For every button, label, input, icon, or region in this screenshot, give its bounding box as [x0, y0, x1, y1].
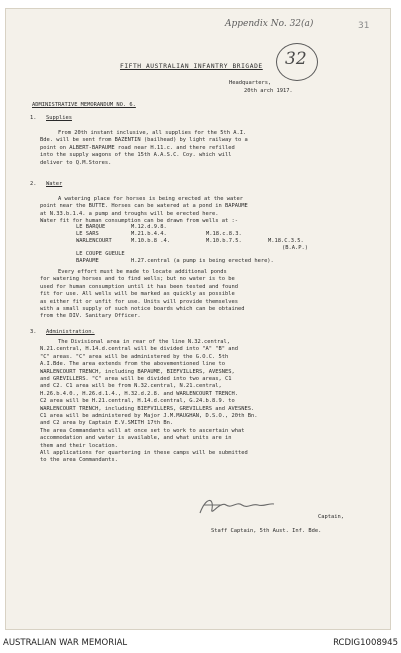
- handwritten-signature: [196, 491, 276, 521]
- s2b-line: for watering horses and to find wells; but no water is to be: [40, 276, 235, 283]
- wells-cell-ref1: M.10.b.8 .4.: [131, 238, 170, 244]
- s3-line: N.21.central, H.14.d.central will be divided into "A" "B" and: [40, 346, 238, 353]
- s3-line: All applications for quartering in these camps will be submitted: [40, 450, 248, 456]
- section-2-number: 2.: [30, 181, 37, 187]
- footer-record-id: RCDIG1008945: [333, 638, 398, 648]
- wells-cell-name: BAPAUME: [76, 258, 99, 264]
- wells-cell-ref2: M.18.c.8.3.: [206, 231, 242, 237]
- circled-number: 32: [285, 49, 307, 69]
- s3-line: and C2. C1 area will be from N.32.central, N.21.central,: [40, 383, 222, 390]
- signature-title: Staff Captain, 5th Aust. Inf. Bde.: [211, 528, 322, 534]
- s2-line: Water fit for human consumption can be drawn from wells at :-: [40, 218, 238, 225]
- section-3-number: 3.: [30, 329, 37, 335]
- document-date: 20th arch 1917.: [244, 88, 293, 94]
- s3-line: The Divisional area in rear of the line N.32.central,: [58, 339, 231, 345]
- s3-line: WARLENCOURT TRENCH, including BAPAUME, BIEFVILLERS, AVESNES,: [40, 368, 235, 375]
- s2-line: at N.33.b.1.4. a pump and troughs will be erected here.: [40, 210, 219, 217]
- s3-line: C1 area will be administered by Major J.M.MAUGHAN, D.S.O., 20th Bn.: [40, 413, 258, 419]
- s1-line: Bde. will be sent from BAZENTIN (bailhead) by light railway to a: [40, 137, 248, 144]
- document-title: FIFTH AUSTRALIAN INFANTRY BRIGADE: [120, 63, 263, 70]
- document-page: [5, 8, 391, 630]
- circled-number-stamp: [276, 43, 318, 81]
- s2b-line: used for human consumption until it has been tested and found: [40, 283, 238, 290]
- s1-line: into the supply wagons of the 15th A.A.S.C. Coy. which will: [40, 152, 232, 159]
- footer-bar: [0, 630, 401, 653]
- s3-line: and C2 area by Captain E.V.SMITH 17th Bn.: [40, 420, 174, 427]
- wells-cell-ref2: M.10.b.7.5.: [206, 238, 242, 244]
- page-number: 31: [358, 21, 370, 31]
- s3-line: to the area Commandants.: [40, 457, 118, 464]
- section-2-heading: Water: [46, 181, 63, 187]
- wells-cell-note: (B.A.P.): [282, 245, 308, 251]
- wells-cell-name: LE COUPE GUEULE: [76, 251, 125, 257]
- s2b-line: fit for use. All wells will be marked as quickly as possible: [40, 291, 235, 298]
- s2b-line: Every effort must be made to locate additional ponds: [58, 269, 227, 275]
- wells-cell-name: WARLENCOURT: [76, 238, 112, 244]
- wells-cell-ref3: M.18.C.3.5.: [268, 238, 304, 244]
- s1-line: deliver to Q.M.Stores.: [40, 159, 112, 166]
- s2b-line: with a small supply of such notice boards which can be obtained: [40, 306, 245, 312]
- s2-line: point near the BUTTE. Horses can be watered at a pond in BAPAUME: [40, 203, 248, 210]
- s3-line: accommodation and water is available, and what units are in: [40, 435, 232, 442]
- section-1-number: 1.: [30, 115, 37, 121]
- s2b-line: from the DIV. Sanitary Officer.: [40, 313, 141, 320]
- s1-line: From 20th instant inclusive, all supplies for the 5th A.I.: [58, 130, 247, 136]
- s3-line: them and their location.: [40, 442, 118, 449]
- hq-label: Headquarters,: [229, 80, 272, 86]
- wells-cell-ref1: M.21.b.4.4.: [131, 231, 167, 237]
- wells-cell-ref1: M.12.d.9.8.: [131, 224, 167, 230]
- appendix-label: Appendix No. 32(a): [225, 19, 314, 29]
- wells-cell-name: LE SARS: [76, 231, 99, 237]
- wells-cell-ref1: H.27.central (a pump is being erected here).: [131, 258, 274, 264]
- s3-line: C2 area will be H.21.central, H.14.d.central, G.24.b.8.9. to: [40, 398, 235, 405]
- wells-cell-name: LE BARQUE: [76, 224, 106, 230]
- memo-title: ADMINISTRATIVE MEMORANDUM NO. 6.: [32, 102, 136, 108]
- footer-institution: AUSTRALIAN WAR MEMORIAL: [3, 638, 128, 648]
- s3-line: "C" areas. "C" area will be administered by the G.O.C. 5th: [40, 353, 229, 360]
- s3-line: A.I.Bde. The area extends from the abovementioned line to: [40, 361, 225, 368]
- s3-line: H.26.b.4.0., H.26.d.1.4., H.32.d.2.8. and WARLENCOURT TRENCH.: [40, 390, 238, 397]
- s3-line: and GREVILLERS. "C" area will be divided into two areas, C1: [40, 376, 232, 382]
- s1-line: point on ALBERT-BAPAUME road near H.11.c. and there refilled: [40, 144, 235, 151]
- s2-line: A watering place for horses is being erected at the water: [58, 196, 243, 202]
- s2b-line: as either fit or unfit for use. Units will provide themselves: [40, 298, 238, 305]
- s3-line: WARLENCOURT TRENCH, including BIEFVILLERS, GREVILLERS and AVESNES.: [40, 405, 255, 412]
- section-3-heading: Administration.: [46, 329, 95, 335]
- s3-line: The area Commandants will at once set to work to ascertain what: [40, 427, 245, 434]
- section-1-heading: Supplies: [46, 115, 72, 121]
- signature-rank: Captain,: [318, 514, 344, 520]
